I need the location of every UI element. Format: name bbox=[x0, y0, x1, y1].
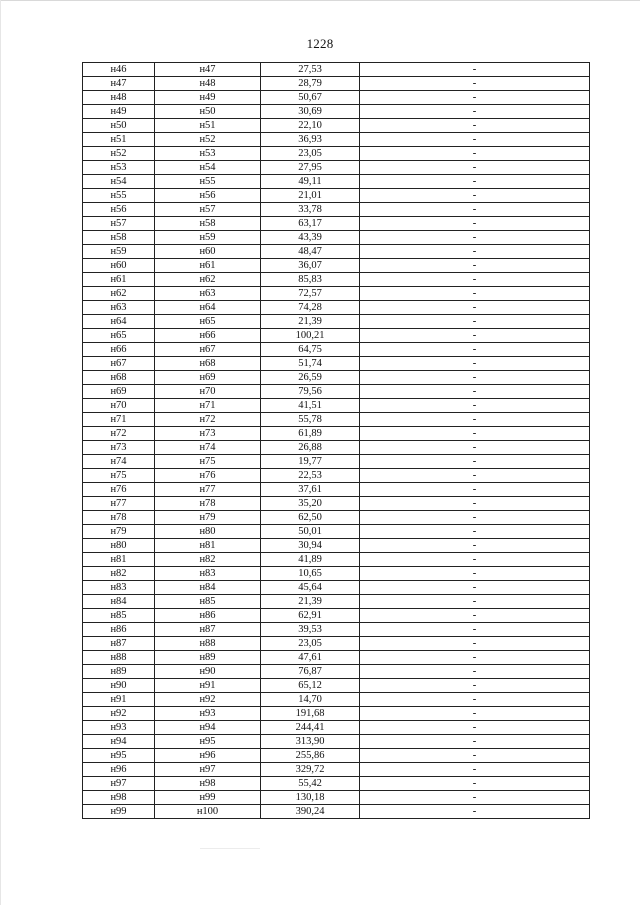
length-cell: 65,12 bbox=[261, 679, 360, 693]
length-cell: 48,47 bbox=[261, 245, 360, 259]
to-point-cell: н68 bbox=[155, 357, 261, 371]
note-cell: - bbox=[360, 175, 590, 189]
length-cell: 55,42 bbox=[261, 777, 360, 791]
to-point-cell: н77 bbox=[155, 483, 261, 497]
table-row bbox=[83, 469, 590, 483]
from-point-cell: н80 bbox=[83, 539, 155, 553]
note-cell: - bbox=[360, 119, 590, 133]
from-point-cell: н57 bbox=[83, 217, 155, 231]
to-point-cell: н91 bbox=[155, 679, 261, 693]
table-row bbox=[83, 483, 590, 497]
length-cell: 47,61 bbox=[261, 651, 360, 665]
page-edge-left bbox=[0, 0, 1, 905]
from-point-cell: н91 bbox=[83, 693, 155, 707]
to-point-cell: н79 bbox=[155, 511, 261, 525]
length-cell: 62,50 bbox=[261, 511, 360, 525]
table-row bbox=[83, 399, 590, 413]
table-row bbox=[83, 455, 590, 469]
to-point-cell: н89 bbox=[155, 651, 261, 665]
table-row bbox=[83, 91, 590, 105]
length-cell: 45,64 bbox=[261, 581, 360, 595]
note-cell: - bbox=[360, 469, 590, 483]
length-cell: 64,75 bbox=[261, 343, 360, 357]
to-point-cell: н97 bbox=[155, 763, 261, 777]
to-point-cell: н53 bbox=[155, 147, 261, 161]
table-row bbox=[83, 539, 590, 553]
boundary-table bbox=[82, 62, 590, 819]
table-row bbox=[83, 623, 590, 637]
table-row bbox=[83, 777, 590, 791]
length-cell: 74,28 bbox=[261, 301, 360, 315]
to-point-cell: н72 bbox=[155, 413, 261, 427]
from-point-cell: н83 bbox=[83, 581, 155, 595]
note-cell: - bbox=[360, 763, 590, 777]
to-point-cell: н52 bbox=[155, 133, 261, 147]
to-point-cell: н50 bbox=[155, 105, 261, 119]
note-cell: - bbox=[360, 357, 590, 371]
note-cell: - bbox=[360, 791, 590, 805]
length-cell: 313,90 bbox=[261, 735, 360, 749]
to-point-cell: н71 bbox=[155, 399, 261, 413]
to-point-cell: н56 bbox=[155, 189, 261, 203]
table-row bbox=[83, 77, 590, 91]
length-cell: 76,87 bbox=[261, 665, 360, 679]
table-row bbox=[83, 315, 590, 329]
length-cell: 50,01 bbox=[261, 525, 360, 539]
table-row bbox=[83, 721, 590, 735]
table-row bbox=[83, 791, 590, 805]
to-point-cell: н70 bbox=[155, 385, 261, 399]
table-row bbox=[83, 665, 590, 679]
from-point-cell: н92 bbox=[83, 707, 155, 721]
table-row bbox=[83, 441, 590, 455]
from-point-cell: н98 bbox=[83, 791, 155, 805]
to-point-cell: н64 bbox=[155, 301, 261, 315]
length-cell: 30,94 bbox=[261, 539, 360, 553]
length-cell: 41,51 bbox=[261, 399, 360, 413]
from-point-cell: н93 bbox=[83, 721, 155, 735]
note-cell: - bbox=[360, 105, 590, 119]
table-row bbox=[83, 357, 590, 371]
table-row bbox=[83, 413, 590, 427]
to-point-cell: н57 bbox=[155, 203, 261, 217]
to-point-cell: н99 bbox=[155, 791, 261, 805]
note-cell: - bbox=[360, 553, 590, 567]
length-cell: 36,93 bbox=[261, 133, 360, 147]
table-row bbox=[83, 203, 590, 217]
length-cell: 50,67 bbox=[261, 91, 360, 105]
table-row bbox=[83, 525, 590, 539]
to-point-cell: н85 bbox=[155, 595, 261, 609]
from-point-cell: н99 bbox=[83, 805, 155, 819]
length-cell: 28,79 bbox=[261, 77, 360, 91]
from-point-cell: н50 bbox=[83, 119, 155, 133]
from-point-cell: н69 bbox=[83, 385, 155, 399]
from-point-cell: н62 bbox=[83, 287, 155, 301]
from-point-cell: н63 bbox=[83, 301, 155, 315]
from-point-cell: н46 bbox=[83, 63, 155, 77]
note-cell: - bbox=[360, 301, 590, 315]
note-cell: - bbox=[360, 609, 590, 623]
note-cell: - bbox=[360, 203, 590, 217]
table-row bbox=[83, 217, 590, 231]
length-cell: 329,72 bbox=[261, 763, 360, 777]
note-cell: - bbox=[360, 315, 590, 329]
page-edge-top bbox=[0, 0, 640, 1]
length-cell: 63,17 bbox=[261, 217, 360, 231]
table-row bbox=[83, 259, 590, 273]
note-cell: - bbox=[360, 63, 590, 77]
note-cell: - bbox=[360, 413, 590, 427]
from-point-cell: н48 bbox=[83, 91, 155, 105]
note-cell: - bbox=[360, 259, 590, 273]
length-cell: 49,11 bbox=[261, 175, 360, 189]
note-cell: - bbox=[360, 693, 590, 707]
to-point-cell: н66 bbox=[155, 329, 261, 343]
from-point-cell: н75 bbox=[83, 469, 155, 483]
note-cell: - bbox=[360, 525, 590, 539]
length-cell: 26,88 bbox=[261, 441, 360, 455]
length-cell: 21,39 bbox=[261, 315, 360, 329]
note-cell: - bbox=[360, 161, 590, 175]
from-point-cell: н76 bbox=[83, 483, 155, 497]
from-point-cell: н86 bbox=[83, 623, 155, 637]
note-cell: - bbox=[360, 595, 590, 609]
to-point-cell: н78 bbox=[155, 497, 261, 511]
from-point-cell: н89 bbox=[83, 665, 155, 679]
length-cell: 14,70 bbox=[261, 693, 360, 707]
table-row bbox=[83, 567, 590, 581]
table-row bbox=[83, 385, 590, 399]
to-point-cell: н100 bbox=[155, 805, 261, 819]
table-row bbox=[83, 189, 590, 203]
from-point-cell: н71 bbox=[83, 413, 155, 427]
length-cell: 26,59 bbox=[261, 371, 360, 385]
table-row bbox=[83, 427, 590, 441]
note-cell: - bbox=[360, 455, 590, 469]
length-cell: 19,77 bbox=[261, 455, 360, 469]
note-cell: - bbox=[360, 511, 590, 525]
table-row bbox=[83, 805, 590, 819]
table-row bbox=[83, 511, 590, 525]
to-point-cell: н59 bbox=[155, 231, 261, 245]
note-cell: - bbox=[360, 399, 590, 413]
note-cell: - bbox=[360, 805, 590, 819]
from-point-cell: н55 bbox=[83, 189, 155, 203]
note-cell: - bbox=[360, 231, 590, 245]
from-point-cell: н61 bbox=[83, 273, 155, 287]
table-row bbox=[83, 287, 590, 301]
from-point-cell: н81 bbox=[83, 553, 155, 567]
length-cell: 33,78 bbox=[261, 203, 360, 217]
table-row bbox=[83, 581, 590, 595]
table-row bbox=[83, 329, 590, 343]
note-cell: - bbox=[360, 133, 590, 147]
from-point-cell: н64 bbox=[83, 315, 155, 329]
length-cell: 35,20 bbox=[261, 497, 360, 511]
note-cell: - bbox=[360, 679, 590, 693]
to-point-cell: н62 bbox=[155, 273, 261, 287]
length-cell: 255,86 bbox=[261, 749, 360, 763]
table-row bbox=[83, 343, 590, 357]
from-point-cell: н58 bbox=[83, 231, 155, 245]
to-point-cell: н98 bbox=[155, 777, 261, 791]
to-point-cell: н82 bbox=[155, 553, 261, 567]
table-row bbox=[83, 231, 590, 245]
from-point-cell: н54 bbox=[83, 175, 155, 189]
table-row bbox=[83, 763, 590, 777]
length-cell: 23,05 bbox=[261, 637, 360, 651]
length-cell: 30,69 bbox=[261, 105, 360, 119]
table-row bbox=[83, 133, 590, 147]
from-point-cell: н47 bbox=[83, 77, 155, 91]
table-row bbox=[83, 63, 590, 77]
length-cell: 130,18 bbox=[261, 791, 360, 805]
to-point-cell: н90 bbox=[155, 665, 261, 679]
note-cell: - bbox=[360, 637, 590, 651]
from-point-cell: н56 bbox=[83, 203, 155, 217]
from-point-cell: н66 bbox=[83, 343, 155, 357]
from-point-cell: н53 bbox=[83, 161, 155, 175]
from-point-cell: н88 bbox=[83, 651, 155, 665]
note-cell: - bbox=[360, 567, 590, 581]
table-row bbox=[83, 301, 590, 315]
from-point-cell: н79 bbox=[83, 525, 155, 539]
note-cell: - bbox=[360, 749, 590, 763]
to-point-cell: н63 bbox=[155, 287, 261, 301]
to-point-cell: н76 bbox=[155, 469, 261, 483]
note-cell: - bbox=[360, 371, 590, 385]
to-point-cell: н94 bbox=[155, 721, 261, 735]
length-cell: 21,01 bbox=[261, 189, 360, 203]
from-point-cell: н84 bbox=[83, 595, 155, 609]
from-point-cell: н52 bbox=[83, 147, 155, 161]
from-point-cell: н96 bbox=[83, 763, 155, 777]
table-row bbox=[83, 119, 590, 133]
from-point-cell: н85 bbox=[83, 609, 155, 623]
from-point-cell: н67 bbox=[83, 357, 155, 371]
note-cell: - bbox=[360, 189, 590, 203]
length-cell: 72,57 bbox=[261, 287, 360, 301]
length-cell: 62,91 bbox=[261, 609, 360, 623]
table-row bbox=[83, 161, 590, 175]
scan-artifact-line bbox=[200, 848, 260, 849]
table-body bbox=[83, 63, 590, 819]
to-point-cell: н51 bbox=[155, 119, 261, 133]
table-row bbox=[83, 371, 590, 385]
length-cell: 100,21 bbox=[261, 329, 360, 343]
length-cell: 22,53 bbox=[261, 469, 360, 483]
from-point-cell: н49 bbox=[83, 105, 155, 119]
length-cell: 191,68 bbox=[261, 707, 360, 721]
to-point-cell: н65 bbox=[155, 315, 261, 329]
note-cell: - bbox=[360, 497, 590, 511]
note-cell: - bbox=[360, 287, 590, 301]
table-row bbox=[83, 707, 590, 721]
table-row bbox=[83, 637, 590, 651]
note-cell: - bbox=[360, 581, 590, 595]
to-point-cell: н73 bbox=[155, 427, 261, 441]
table-row bbox=[83, 175, 590, 189]
from-point-cell: н65 bbox=[83, 329, 155, 343]
note-cell: - bbox=[360, 721, 590, 735]
to-point-cell: н81 bbox=[155, 539, 261, 553]
to-point-cell: н86 bbox=[155, 609, 261, 623]
table-row bbox=[83, 273, 590, 287]
note-cell: - bbox=[360, 665, 590, 679]
table-row bbox=[83, 105, 590, 119]
from-point-cell: н59 bbox=[83, 245, 155, 259]
note-cell: - bbox=[360, 777, 590, 791]
length-cell: 61,89 bbox=[261, 427, 360, 441]
table-row bbox=[83, 147, 590, 161]
length-cell: 21,39 bbox=[261, 595, 360, 609]
note-cell: - bbox=[360, 245, 590, 259]
length-cell: 55,78 bbox=[261, 413, 360, 427]
length-cell: 85,83 bbox=[261, 273, 360, 287]
from-point-cell: н78 bbox=[83, 511, 155, 525]
table-row bbox=[83, 749, 590, 763]
from-point-cell: н82 bbox=[83, 567, 155, 581]
from-point-cell: н68 bbox=[83, 371, 155, 385]
table-row bbox=[83, 693, 590, 707]
to-point-cell: н88 bbox=[155, 637, 261, 651]
to-point-cell: н75 bbox=[155, 455, 261, 469]
note-cell: - bbox=[360, 343, 590, 357]
note-cell: - bbox=[360, 77, 590, 91]
note-cell: - bbox=[360, 329, 590, 343]
table-row bbox=[83, 595, 590, 609]
length-cell: 244,41 bbox=[261, 721, 360, 735]
note-cell: - bbox=[360, 147, 590, 161]
table-row bbox=[83, 735, 590, 749]
to-point-cell: н80 bbox=[155, 525, 261, 539]
from-point-cell: н95 bbox=[83, 749, 155, 763]
note-cell: - bbox=[360, 385, 590, 399]
note-cell: - bbox=[360, 651, 590, 665]
length-cell: 36,07 bbox=[261, 259, 360, 273]
note-cell: - bbox=[360, 539, 590, 553]
from-point-cell: н77 bbox=[83, 497, 155, 511]
length-cell: 43,39 bbox=[261, 231, 360, 245]
length-cell: 79,56 bbox=[261, 385, 360, 399]
note-cell: - bbox=[360, 707, 590, 721]
note-cell: - bbox=[360, 735, 590, 749]
length-cell: 51,74 bbox=[261, 357, 360, 371]
note-cell: - bbox=[360, 441, 590, 455]
note-cell: - bbox=[360, 483, 590, 497]
note-cell: - bbox=[360, 427, 590, 441]
length-cell: 22,10 bbox=[261, 119, 360, 133]
from-point-cell: н97 bbox=[83, 777, 155, 791]
to-point-cell: н49 bbox=[155, 91, 261, 105]
length-cell: 39,53 bbox=[261, 623, 360, 637]
from-point-cell: н72 bbox=[83, 427, 155, 441]
length-cell: 23,05 bbox=[261, 147, 360, 161]
to-point-cell: н58 bbox=[155, 217, 261, 231]
to-point-cell: н96 bbox=[155, 749, 261, 763]
length-cell: 390,24 bbox=[261, 805, 360, 819]
from-point-cell: н87 bbox=[83, 637, 155, 651]
length-cell: 37,61 bbox=[261, 483, 360, 497]
to-point-cell: н67 bbox=[155, 343, 261, 357]
table-row bbox=[83, 609, 590, 623]
from-point-cell: н73 bbox=[83, 441, 155, 455]
table-row bbox=[83, 245, 590, 259]
to-point-cell: н92 bbox=[155, 693, 261, 707]
length-cell: 27,53 bbox=[261, 63, 360, 77]
to-point-cell: н93 bbox=[155, 707, 261, 721]
length-cell: 10,65 bbox=[261, 567, 360, 581]
table-row bbox=[83, 497, 590, 511]
to-point-cell: н54 bbox=[155, 161, 261, 175]
from-point-cell: н94 bbox=[83, 735, 155, 749]
note-cell: - bbox=[360, 273, 590, 287]
length-cell: 41,89 bbox=[261, 553, 360, 567]
to-point-cell: н95 bbox=[155, 735, 261, 749]
to-point-cell: н55 bbox=[155, 175, 261, 189]
to-point-cell: н74 bbox=[155, 441, 261, 455]
note-cell: - bbox=[360, 217, 590, 231]
to-point-cell: н48 bbox=[155, 77, 261, 91]
from-point-cell: н74 bbox=[83, 455, 155, 469]
note-cell: - bbox=[360, 91, 590, 105]
from-point-cell: н70 bbox=[83, 399, 155, 413]
from-point-cell: н51 bbox=[83, 133, 155, 147]
to-point-cell: н60 bbox=[155, 245, 261, 259]
from-point-cell: н60 bbox=[83, 259, 155, 273]
to-point-cell: н83 bbox=[155, 567, 261, 581]
note-cell: - bbox=[360, 623, 590, 637]
from-point-cell: н90 bbox=[83, 679, 155, 693]
page-number: 1228 bbox=[306, 36, 334, 51]
to-point-cell: н61 bbox=[155, 259, 261, 273]
to-point-cell: н47 bbox=[155, 63, 261, 77]
table-row bbox=[83, 679, 590, 693]
length-cell: 27,95 bbox=[261, 161, 360, 175]
table-row bbox=[83, 651, 590, 665]
to-point-cell: н87 bbox=[155, 623, 261, 637]
table-row bbox=[83, 553, 590, 567]
to-point-cell: н84 bbox=[155, 581, 261, 595]
to-point-cell: н69 bbox=[155, 371, 261, 385]
